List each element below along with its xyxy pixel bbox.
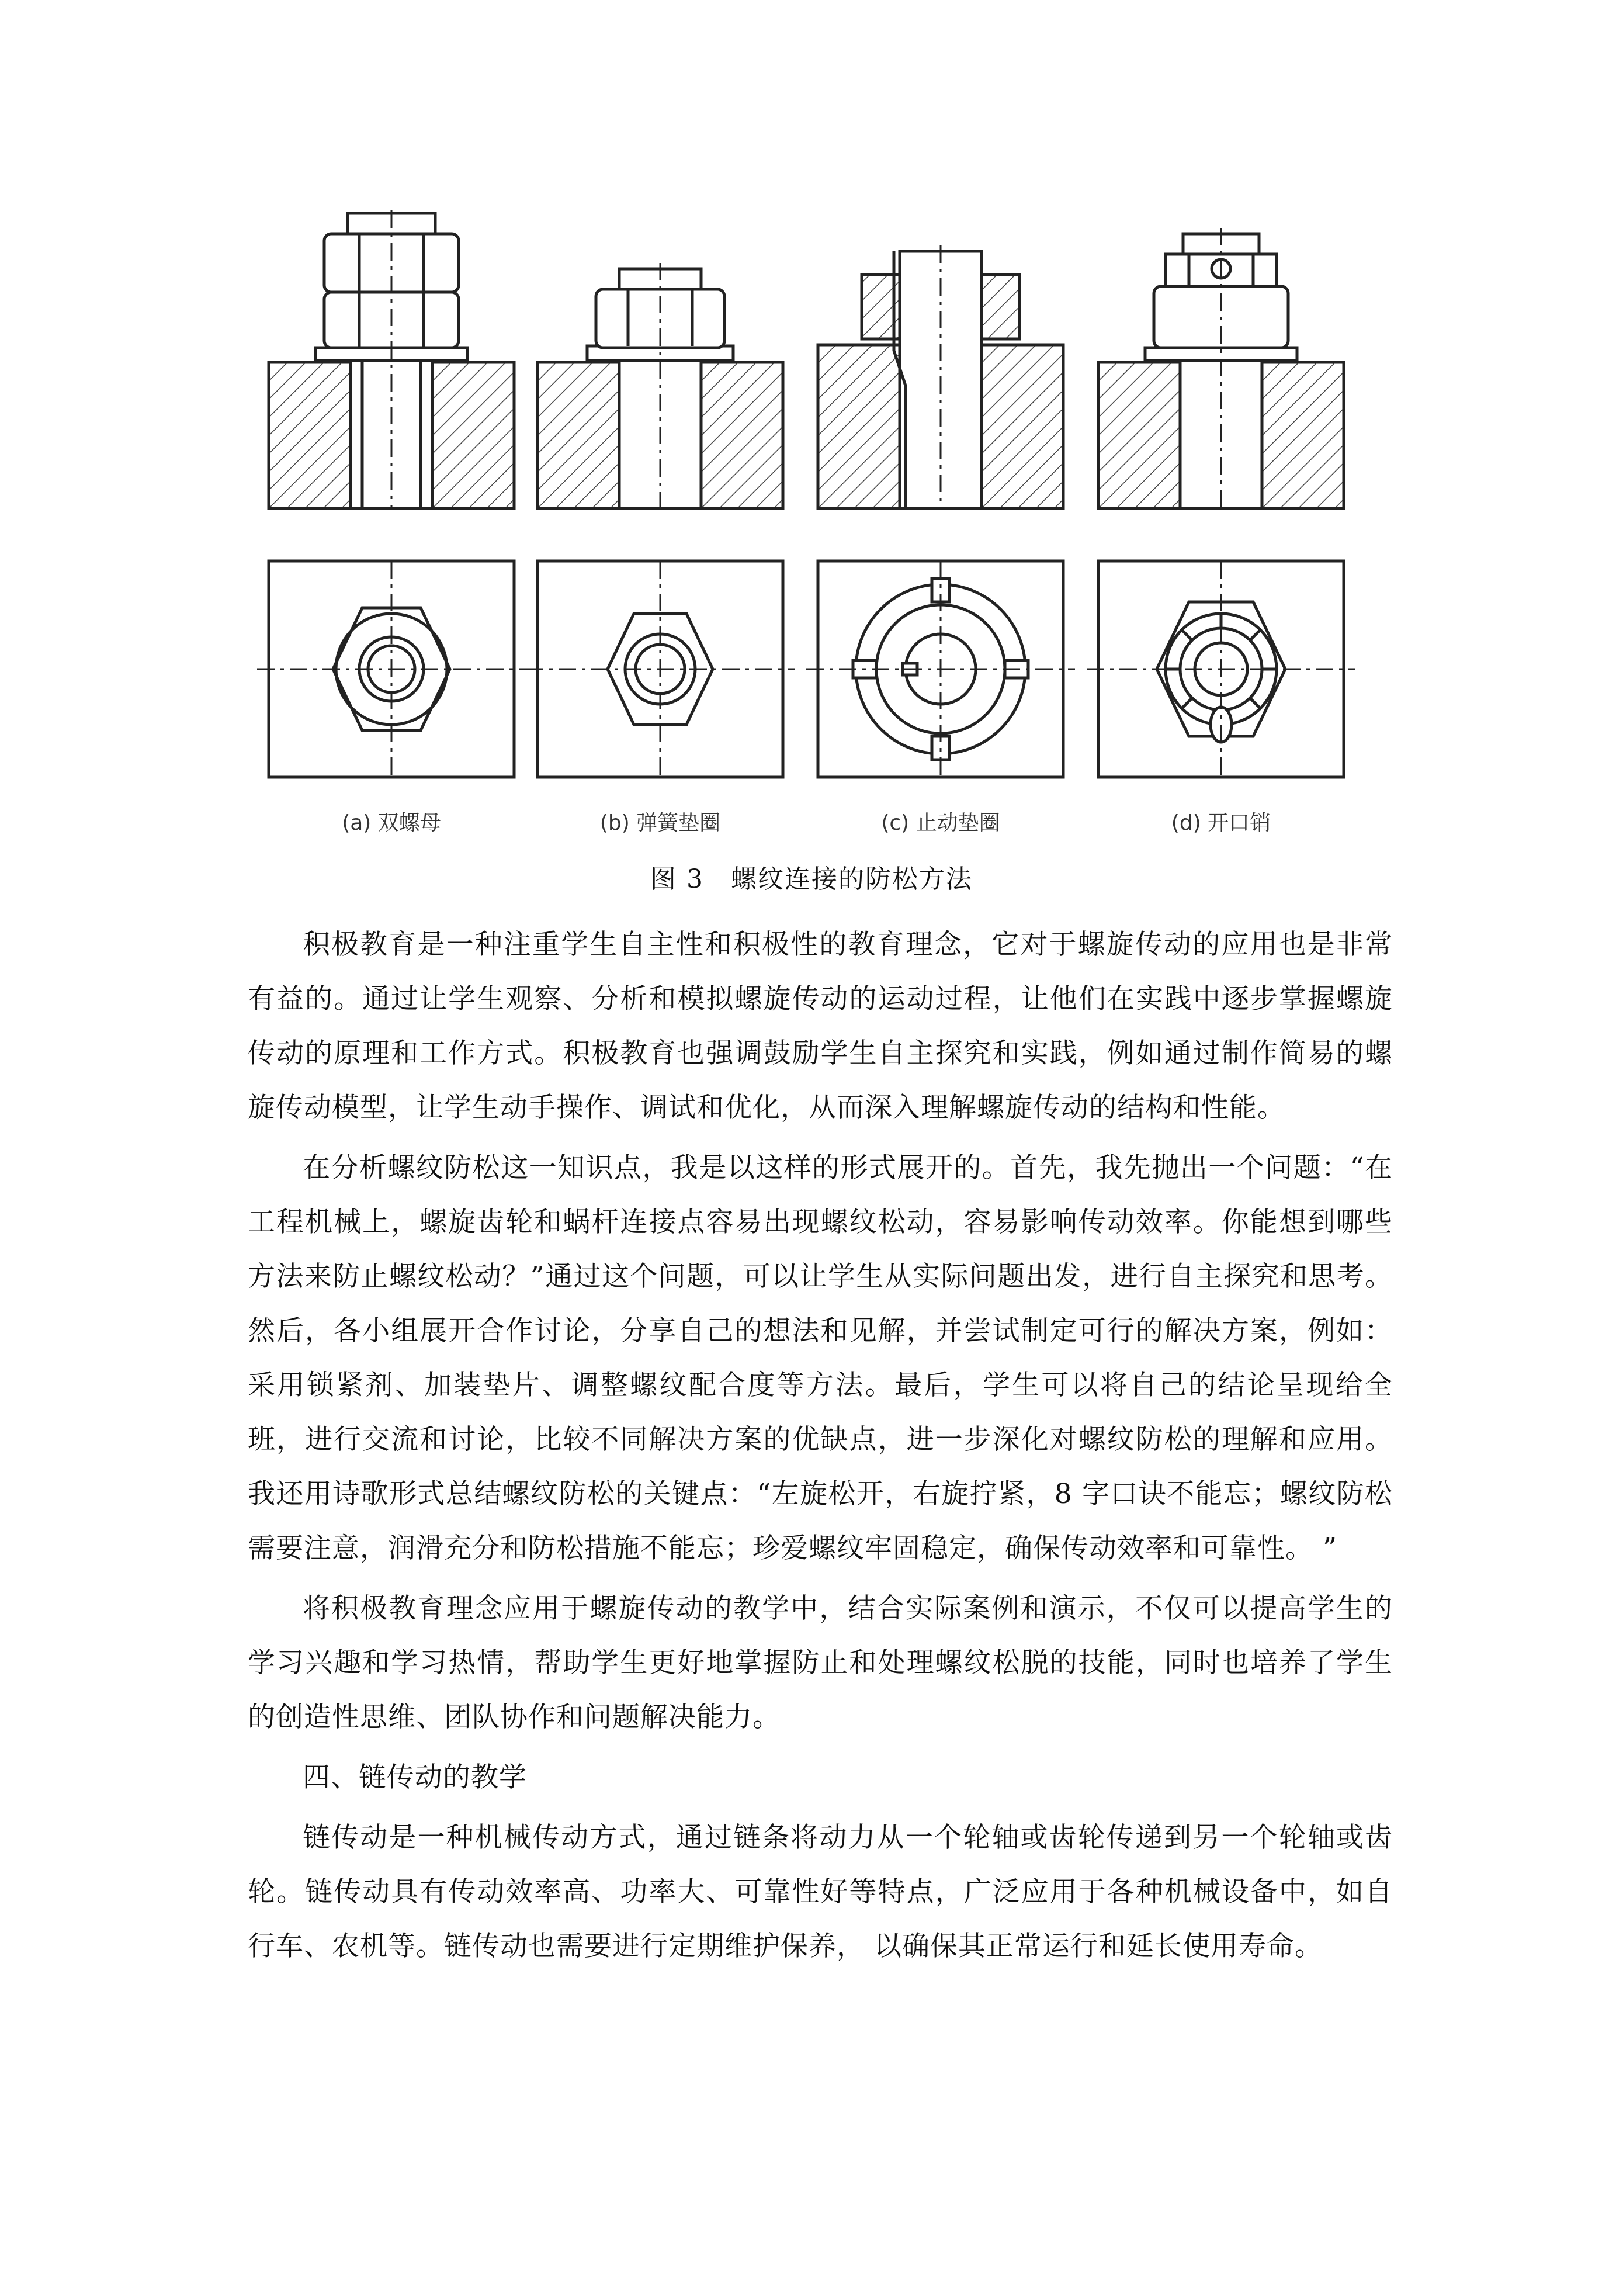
tab-washer-section xyxy=(818,245,1063,508)
tab-washer-plan xyxy=(806,561,1075,777)
subfigure-label-a: (a) 双螺母 xyxy=(342,811,441,835)
cotter-pin-plan xyxy=(1087,561,1355,777)
double-nut-plan xyxy=(257,561,526,777)
figure-caption: 图 3 螺纹连接的防松方法 xyxy=(650,864,973,894)
anti-loosening-figure xyxy=(257,210,1367,871)
subfigure-label-b: (b) 弹簧垫圈 xyxy=(599,811,721,835)
section-heading: 四、链传动的教学 xyxy=(303,1761,527,1793)
paragraph-1: 积极教育是一种注重学生自主性和积极性的教育理念，它对于螺旋传动的应用也是非常有益的。通过让学生观察、分析和模拟螺旋传动的运动过程，让他们在实践中逐步掌握螺旋传动的原理和工作方式。积极教育也强调鼓励学生自主探究和实践，例如通过制作简易的螺旋传动模型，让学生动手操作、调试和优化，从而深入理解螺旋传动的结构和性能。 xyxy=(248,929,1393,1124)
spring-washer-plan xyxy=(526,561,795,777)
anti-loosening-drawing xyxy=(257,210,1367,871)
paragraph-2: 在分析螺纹防松这一知识点，我是以这样的形式展开的。首先，我先抛出一个问题：“在工程机械上，螺旋齿轮和蜗杆连接点容易出现螺纹松动，容易影响传动效率。你能想到哪些方法来防止螺纹松动？”通过这个问题，可以让学生从实际问题出发，进行自主探究和思考。然后，各小组展开合作讨论，分享自己的想法和见解，并尝试制定可行的解决方案，例如：采用锁紧剂、加装垫片、调整螺纹配合度等方法。最后，学生可以将自己的结论呈现给全班，进行交流和讨论，比较不同解决方案的优缺点，进一步深化对螺纹防松的理解和应用。我还用诗歌形式总结螺纹防松的关键点：“左旋松开，右旋拧紧，8 字口诀不能忘；螺纹防松需要注意，润滑充分和防松措施不能忘；珍爱螺纹牢固稳定，确保传动效率和可靠性。 ” xyxy=(248,1152,1393,1564)
paragraph-3: 将积极教育理念应用于螺旋传动的教学中，结合实际案例和演示，不仅可以提高学生的学习兴趣和学习热情，帮助学生更好地掌握防止和处理螺纹松脱的技能，同时也培养了学生的创造性思维、团队协作和问题解决能力。 xyxy=(248,1592,1393,1733)
subfigure-label-c: (c) 止动垫圈 xyxy=(881,811,1000,835)
double-nut-section xyxy=(269,210,514,508)
spring-washer-section xyxy=(537,263,783,508)
subfigure-label-d: (d) 开口销 xyxy=(1171,811,1271,835)
paragraph-4: 链传动是一种机械传动方式，通过链条将动力从一个轮轴或齿轮传递到另一个轮轴或齿轮。链传动具有传动效率高、功率大、可靠性好等特点，广泛应用于各种机械设备中，如自行车、农机等。链传动也需要进行定期维护保养， 以确保其正常运行和延长使用寿命。 xyxy=(248,1821,1393,1962)
cotter-pin-section xyxy=(1098,228,1344,508)
body-text xyxy=(248,917,1393,1979)
